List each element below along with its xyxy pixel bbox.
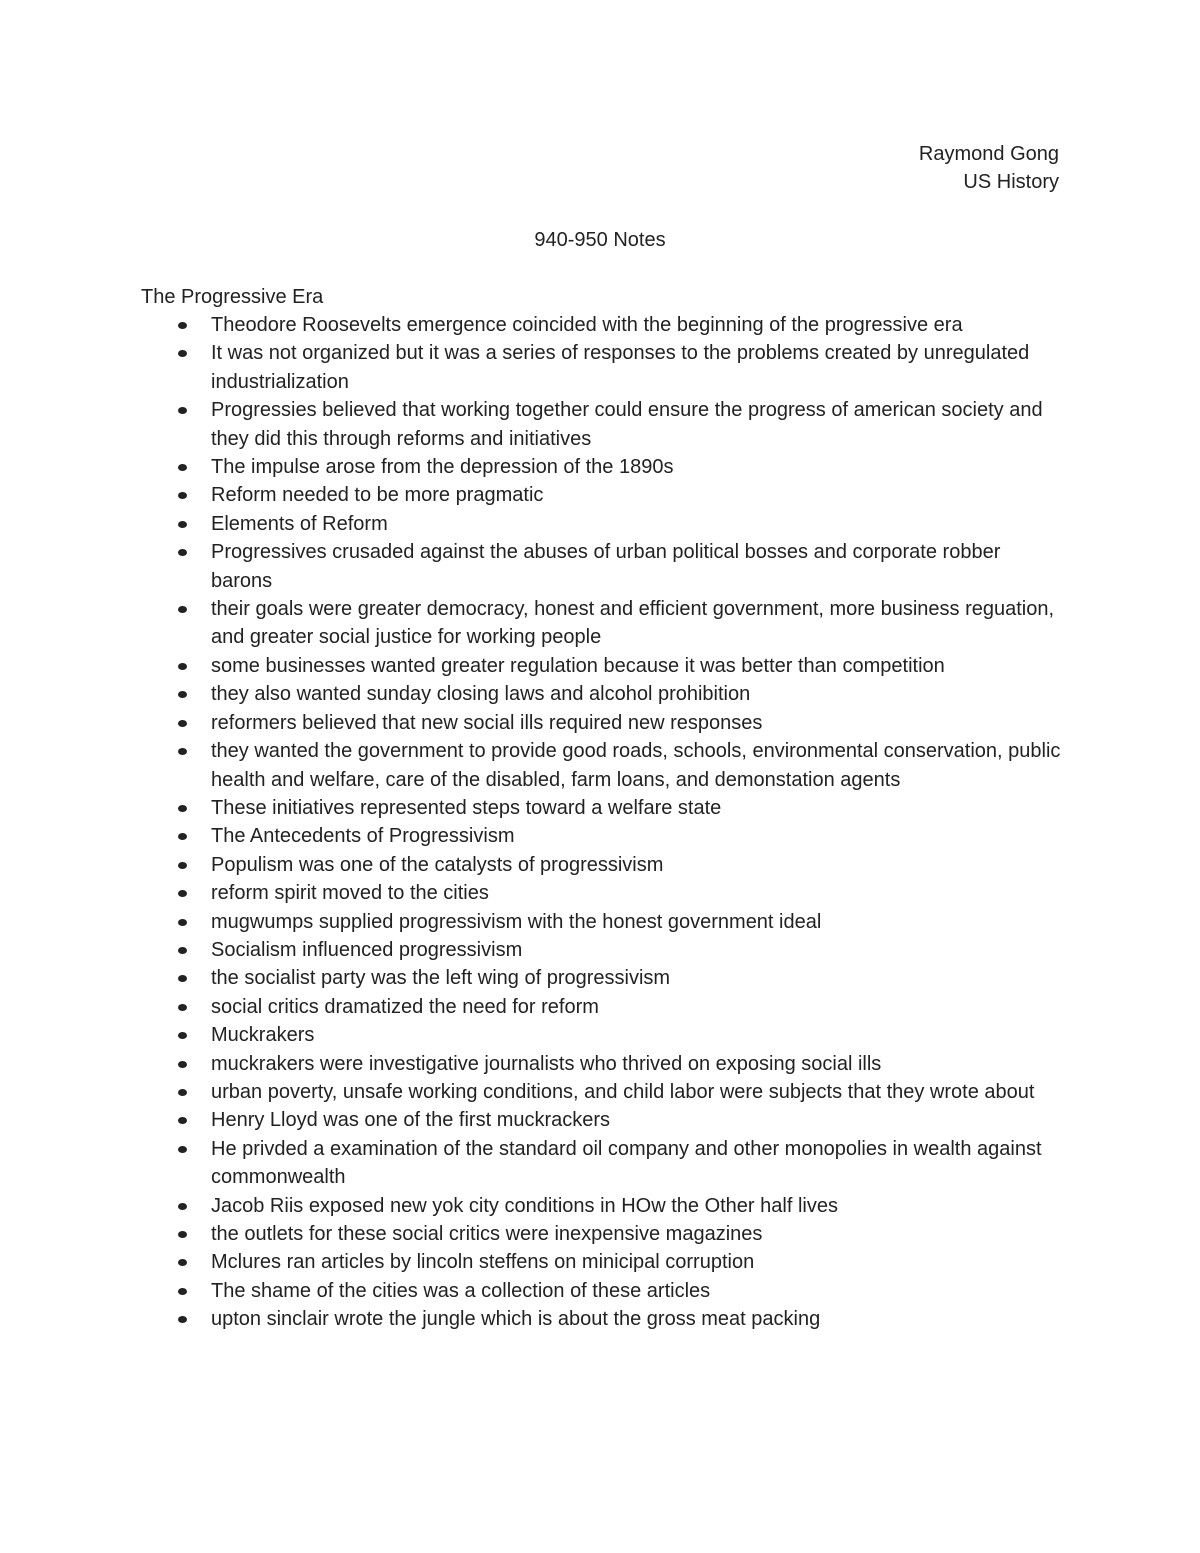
bullet-icon [178,322,187,329]
course-name: US History [963,171,1059,193]
bullet-icon [178,1004,187,1011]
bullet-icon [178,606,187,613]
note-text: the outlets for these social critics were inexpensive magazines [211,1223,763,1245]
note-text: Henry Lloyd was one of the first muckrackers [211,1109,611,1132]
bullet-icon [178,691,187,698]
note-text: reformers believed that new social ills required new responses [211,711,763,734]
note-item [141,538,1061,595]
note-text: some businesses wanted greater regulation because it was better than competition [211,654,945,677]
note-text: Socialism influenced progressivism [211,938,523,961]
bullet-icon [178,1288,187,1295]
note-item [141,595,1061,652]
note-text: These initiatives represented steps toward a welfare state [211,796,722,819]
note-text: Jacob Riis exposed new yok city conditions in HOw the Other half lives [211,1194,838,1217]
note-item [141,339,1061,396]
bullet-icon [178,805,187,812]
note-text: urban poverty, unsafe working conditions, and child labor were subjects that they wrote about [211,1080,1035,1103]
note-text: reform spirit moved to the cities [211,882,489,905]
bullet-icon [178,549,187,556]
bullet-icon [178,862,187,869]
note-text: Populism was one of the catalysts of progressivism [211,853,664,876]
note-item [141,964,1061,992]
note-item [141,1050,1061,1078]
note-text: mugwumps supplied progressivism with the honest government ideal [211,910,822,933]
bullet-icon [178,492,187,499]
note-text: The shame of the cities was a collection of these articles [211,1279,711,1302]
note-text: upton sinclair wrote the jungle which is about the gross meat packing [211,1308,821,1331]
note-item [141,453,1061,481]
bullet-icon [178,975,187,982]
document-title: 940-950 Notes [534,229,666,251]
note-item [141,709,1061,737]
note-text: Reform needed to be more pragmatic [211,484,544,507]
note-text: The impulse arose from the depression of the 1890s [211,456,674,479]
bullet-icon [178,407,187,414]
note-text: Elements of Reform [211,512,388,535]
bullet-icon [178,1061,187,1068]
note-item [141,1021,1061,1049]
section-heading: The Progressive Era [141,286,324,308]
note-item [141,822,1061,850]
note-text: Progressies believed that working together could ensure the progress of american society and they did this through reforms and initiatives [211,399,1043,450]
note-item [141,794,1061,822]
note-text: muckrakers were investigative journalists who thrived on exposing social ills [211,1052,882,1075]
note-item [141,652,1061,680]
bullet-icon [178,720,187,727]
note-item [141,1192,1061,1220]
note-item [141,1078,1061,1106]
note-text: It was not organized but it was a series of responses to the problems created by unregulated industrialization [211,342,1030,393]
bullet-icon [178,521,187,528]
note-item [141,936,1061,964]
note-item [141,396,1061,453]
note-item [141,481,1061,509]
bullet-icon [178,919,187,926]
note-text: The Antecedents of Progressivism [211,825,515,848]
bullet-icon [178,663,187,670]
note-text: Mclures ran articles by lincoln steffens on minicipal corruption [211,1251,755,1274]
note-item [141,1106,1061,1134]
note-text: social critics dramatized the need for reform [211,995,599,1018]
note-item [141,1135,1061,1192]
note-text: their goals were greater democracy, honest and efficient government, more business reguation, and greater social justice for working people [211,598,1055,649]
note-item [141,311,1061,339]
author-name: Raymond Gong [918,143,1059,165]
note-text: He privded a examination of the standard oil company and other monopolies in wealth against commonwealth [211,1137,1042,1189]
bullet-icon [178,833,187,840]
bullet-icon [178,890,187,897]
bullet-icon [178,1231,187,1238]
bullet-icon [178,1203,187,1210]
bullet-icon [178,1146,187,1153]
bullet-icon [178,748,187,755]
bullet-icon [178,464,187,471]
document-header [919,140,1059,196]
note-item [141,737,1061,794]
bullet-icon [178,1316,187,1323]
note-item [141,851,1061,879]
note-item [141,510,1061,538]
note-item [141,1248,1061,1276]
bullet-icon [178,1117,187,1124]
note-item [141,1305,1061,1333]
note-text: they also wanted sunday closing laws and alcohol prohibition [211,683,751,706]
bullet-icon [178,1089,187,1096]
note-item [141,879,1061,907]
bullet-icon [178,350,187,357]
note-item [141,1220,1061,1248]
note-text: the socialist party was the left wing of progressivism [211,967,671,990]
bullet-icon [178,947,187,954]
note-item [141,680,1061,708]
note-text: they wanted the government to provide good roads, schools, environmental conservation, public health and welfare, care of the disabled, farm loans, and demonstation agents [211,740,1061,791]
bullet-icon [178,1259,187,1266]
notes-list [141,311,1061,1334]
note-text: Muckrakers [211,1024,315,1047]
note-item [141,993,1061,1021]
note-item [141,1277,1061,1305]
note-text: Progressives crusaded against the abuses of urban political bosses and corporate robber barons [211,541,1001,592]
bullet-icon [178,1032,187,1039]
note-text: Theodore Roosevelts emergence coincided with the beginning of the progressive era [211,314,963,336]
note-item [141,908,1061,936]
